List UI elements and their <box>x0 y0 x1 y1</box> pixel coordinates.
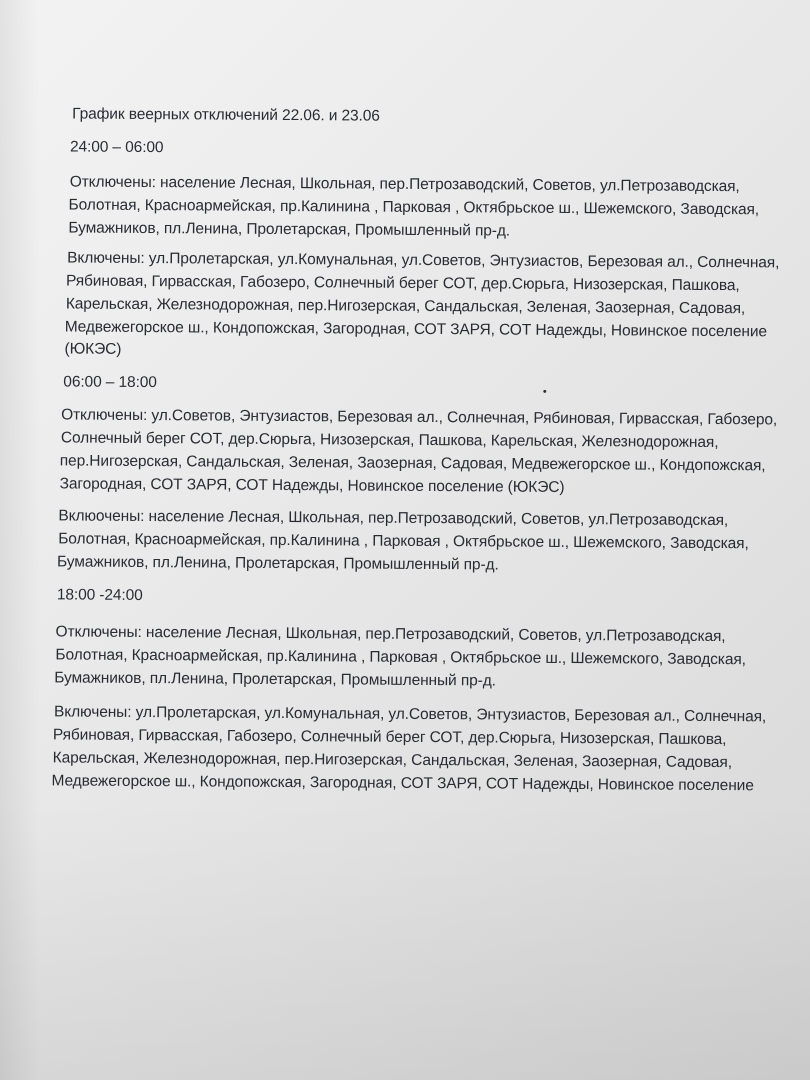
section-3-time: 18:00 -24:00 <box>56 586 143 605</box>
section-1-off-line-1: Отключены: население Лесная, Школьная, пер.Петрозаводский, Советов, ул.Петрозаводская, <box>69 173 740 196</box>
paper-speck <box>543 390 546 393</box>
section-1-time: 24:00 – 06:00 <box>69 138 164 157</box>
section-1-on-line-1: Включены: ул.Пролетарская, ул.Комунальная, ул.Советов, Энтузиастов, Березовая ал., Солнечная, <box>67 249 780 272</box>
section-3-on-line-1: Включены: ул.Пролетарская, ул.Комунальная, ул.Советов, Энтузиастов, Березовая ал., Солнечная, <box>53 703 767 726</box>
section-1-on-line-2: Рябиновая, Гирвасская, Габозеро, Солнечный берег СОТ, дер.Сюрьга, Низозерская, Пашкова, <box>65 272 740 295</box>
section-2-on-line-2: Болотная, Красноармейская, пр.Калинина , Парковая , Октябрьское ш., Шежемского, Заводская, <box>58 530 749 553</box>
section-3-off-line-3: Бумажников, пл.Ленина, Пролетарская, Промышленный пр-д. <box>54 669 496 690</box>
section-2-off-line-3: пер.Нигозерская, Сандальская, Зеленая, Заозерная, Садовая, Медвежегорское ш., Кондопожская, <box>59 452 766 475</box>
section-3-off-line-2: Болотная, Красноармейская, пр.Калинина , Парковая , Октябрьское ш., Шежемского, Заводская, <box>55 646 746 669</box>
section-3-on-line-4: Медвежегорское ш., Кондопожская, Загородная, СОТ ЗАРЯ, СОТ Надежды, Новинское поселение <box>51 772 754 795</box>
section-1-off-line-2: Болотная, Красноармейская, пр.Калинина , Парковая , Октябрьское ш., Шежемского, Заводская, <box>68 196 760 219</box>
section-2-on-line-3: Бумажников, пл.Ленина, Пролетарская, Промышленный пр-д. <box>57 553 499 574</box>
section-1-off-line-3: Бумажников, пл.Ленина, Пролетарская, Промышленный пр-д. <box>68 219 511 240</box>
section-1-on-line-5: (ЮКЭС) <box>64 340 122 358</box>
section-2-off-line-1: Отключены: ул.Советов, Энтузиастов, Березовая ал., Солнечная, Рябиновая, Гирвасская, Габозеро, <box>61 406 778 429</box>
document-title: График веерных отключений 22.06. и 23.06 <box>72 105 380 125</box>
section-2-on-line-1: Вклюочены: население Лесная, Школьная, пер.Петрозаводский, Советов, ул.Петрозаводская, <box>58 507 729 530</box>
section-1-on-line-4: Медвежегорское ш., Кондопожская, Загородная, СОТ ЗАРЯ, СОТ Надежды, Новинское поселение <box>64 318 767 341</box>
section-3-on-line-2: Рябиновая, Гирвасская, Габозеро, Солнечный берег СОТ, дер.Сюрьга, Низозерская, Пашкова, <box>52 726 727 749</box>
section-2-off-line-4: Загородная, СОТ ЗАРЯ, СОТ Надежды, Новинское поселение (ЮКЭС) <box>59 475 565 496</box>
section-1-on-line-3: Карельская, Железнодорожная, пер.Нигозерская, Сандальская, Зеленая, Заозерная, Садовая, <box>65 295 746 318</box>
section-3-on-line-3: Карельская, Железнодорожная, пер.Нигозерская, Сандальская, Зеленая, Заозерная, Садовая, <box>52 749 733 772</box>
section-3-off-line-1: Отключены: население Лесная, Школьная, пер.Петрозаводский, Советов, ул.Петрозаводская, <box>55 623 726 646</box>
section-2-time: 06:00 – 18:00 <box>63 373 157 392</box>
section-2-off-line-2: Солнечный берег СОТ, дер.Сюрьга, Низозерская, Пашкова, Карельская, Железнодорожная, <box>60 429 719 452</box>
